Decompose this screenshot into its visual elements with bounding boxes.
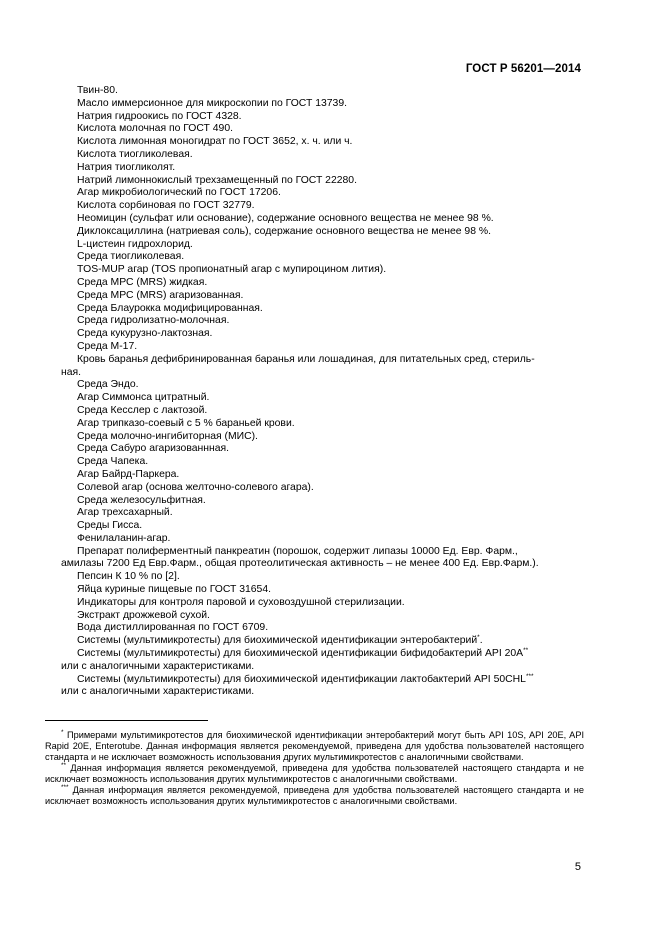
list-item: Твин-80.: [77, 85, 118, 96]
list-item: Среда Кесслер с лактозой.: [77, 404, 208, 416]
list-item: Индикаторы для контроля паровой и суховоздушной стерилизации.: [77, 596, 405, 608]
pancreatin-line1: Препарат полиферментный панкреатин (порошок, содержит липазы 10000 Ед. Евр. Фарм.,: [77, 545, 518, 557]
footnote: [45, 763, 584, 785]
list-item: Среда М-17.: [77, 340, 138, 352]
list-item: Диклоксациллина (натриевая соль), содержание основного вещества не менее 98 %.: [77, 225, 491, 237]
list-item: Агар трипказо-соевый с 5 % бараньей крови.: [77, 417, 295, 429]
blood-item-line1: Кровь баранья дефибринированная баранья или лошадиная, для питательных сред, стериль-: [77, 353, 535, 365]
list-item: Среда тиогликолевая.: [77, 251, 185, 263]
list-item: Фенилаланин-агар.: [77, 532, 171, 544]
list-item: Агар трехсахарный.: [77, 507, 173, 519]
list-item: Среда Эндо.: [77, 379, 139, 391]
footnote-mark: ***: [61, 784, 69, 791]
systems-entero-item: Системы (мультимикротесты) для биохимической идентификации энтеробактерий*.: [77, 634, 483, 647]
footnote-ref[interactable]: ***: [525, 672, 534, 680]
footnote: [45, 730, 584, 763]
systems-bifido-item: [61, 648, 584, 661]
page-body: [61, 85, 584, 699]
list-item: Кислота молочная по ГОСТ 490.: [77, 123, 233, 135]
list-item: L-цистеин гидрохлорид.: [77, 238, 193, 250]
list-item: TOS-MUP агар (TOS пропионатный агар с мупироцином лития).: [77, 264, 387, 276]
systems-bifido-line2: или с аналогичными характеристиками.: [61, 660, 255, 672]
list-item: Среда Блаурокка модифицированная.: [77, 302, 263, 314]
list-item: Агар микробиологический по ГОСТ 17206.: [77, 187, 281, 199]
list-item: Неомицин (сульфат или основание), содержание основного вещества не менее 98 %.: [77, 212, 494, 224]
list-item: Экстракт дрожжевой сухой.: [77, 609, 210, 621]
list-item: Агар Симмонса цитратный.: [77, 392, 210, 404]
footnotes: [45, 730, 584, 807]
systems-lacto-text: Системы (мультимикротесты) для биохимической идентификации лактобактерий API 50CHL: [77, 673, 526, 685]
footnote-mark: **: [61, 762, 67, 769]
list-item: Масло иммерсионное для микроскопии по ГОСТ 13739.: [77, 97, 347, 109]
blood-item-line2: ная.: [61, 366, 82, 378]
list-item: Среда МРС (MRS) агаризованная.: [77, 289, 244, 301]
list-item: Вода дистиллированная по ГОСТ 6709.: [77, 622, 269, 634]
footnote-mark: *: [61, 729, 64, 736]
list-item: Среда Сабуро агаризованнная.: [77, 443, 230, 455]
document-header: ГОСТ Р 56201—2014: [465, 63, 581, 75]
pancreatin-line2: амилазы 7200 Ед Евр.Фарм., общая протеолитическая активность – не менее 400 Ед. Евр.Фарм.).: [61, 558, 539, 570]
page-number: 5: [574, 861, 581, 873]
footnote: [45, 785, 584, 807]
list-item: Среды Гисса.: [77, 520, 143, 532]
list-item: Натрия гидроокись по ГОСТ 4328.: [77, 110, 242, 122]
list-item: Среда железосульфитная.: [77, 494, 206, 506]
list-item: Яйца куриные пищевые по ГОСТ 31654.: [77, 584, 272, 596]
list-item: Пепсин К 10 % по [2].: [77, 571, 180, 583]
list-item: Среда МРС (MRS) жидкая.: [77, 276, 208, 288]
systems-entero-text: Системы (мультимикротесты) для биохимической идентификации энтеробактерий: [77, 635, 478, 647]
list-item: Среда гидролизатно-молочная.: [77, 315, 230, 327]
systems-lacto-item: [61, 674, 584, 687]
footnote-ref[interactable]: *: [477, 634, 480, 642]
list-item: Натрия тиогликолят.: [77, 161, 176, 173]
footnote-text: Данная информация является рекомендуемой, приведена для удобства пользователей настоящего стандарта и не исключает возможность использования других мультимикротестов с аналогичными свойствами.: [45, 785, 584, 806]
footnote-text: Примерами мультимикротестов для биохимической идентификации энтеробактерий могут быть API 10S, API 20E, API Rapid 20E, Enterotube. Данная информация является рекомендуемой, приведена для удобства пользователей настоящего стандарта и не исключает возможность использования других мультимикротестов с аналогичными свойствами.: [45, 730, 584, 762]
list-item: Агар Байрд-Паркера.: [77, 468, 180, 480]
list-item: Среда кукурузно-лактозная.: [77, 328, 213, 340]
list-item: Кислота сорбиновая по ГОСТ 32779.: [77, 200, 255, 212]
systems-bifido-text: Системы (мультимикротесты) для биохимической идентификации бифидобактерий API 20A: [77, 648, 524, 660]
list-item: Кислота лимонная моногидрат по ГОСТ 3652, х. ч. или ч.: [77, 136, 353, 148]
list-item: Среда Чапека.: [77, 456, 149, 468]
list-item: Натрий лимоннокислый трехзамещенный по ГОСТ 22280.: [77, 174, 357, 186]
footnote-text: Данная информация является рекомендуемой, приведена для удобства пользователей настоящего стандарта и не исключает возможность использования других мультимикротестов с аналогичными свойствами.: [45, 763, 584, 784]
systems-lacto-line2: или с аналогичными характеристиками.: [61, 686, 255, 698]
list-item: Солевой агар (основа желточно-солевого агара).: [77, 481, 314, 493]
list-item: Кислота тиогликолевая.: [77, 148, 193, 160]
list-item: Среда молочно-ингибиторная (МИС).: [77, 430, 258, 442]
footnote-ref[interactable]: **: [523, 647, 529, 655]
footnote-divider: [45, 720, 208, 721]
